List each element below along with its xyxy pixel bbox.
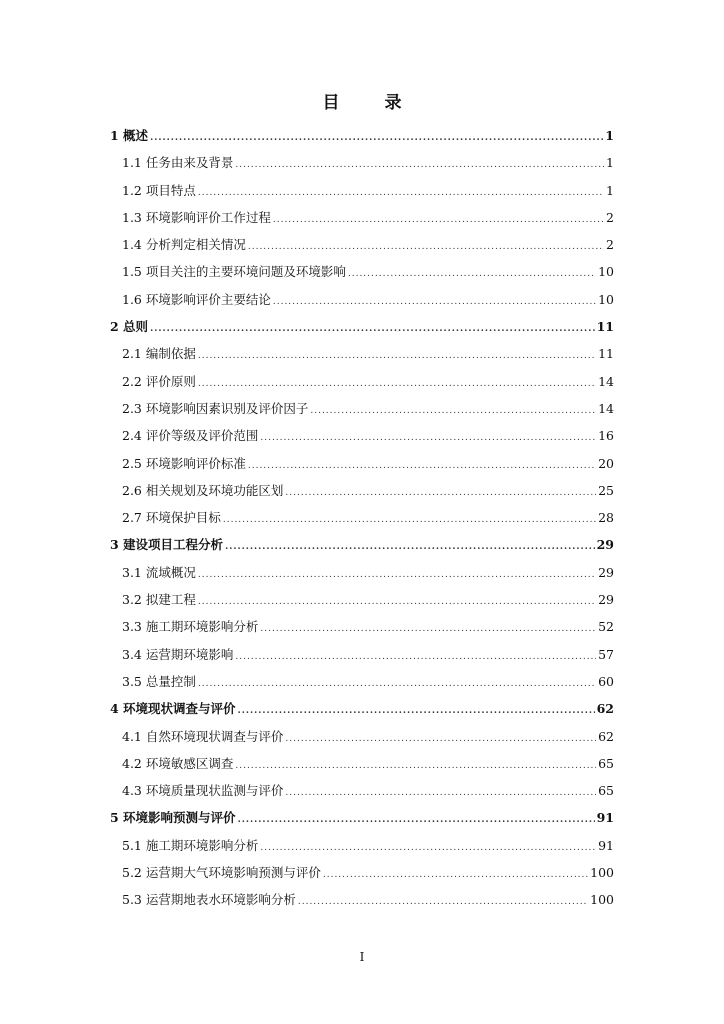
toc-section-entry[interactable] xyxy=(110,153,614,180)
toc-dot-leader xyxy=(198,679,596,689)
toc-entry-label: 3.4 运营期环境影响 xyxy=(122,646,234,662)
toc-entry-page: 2 xyxy=(606,209,614,225)
toc-entry-page: 62 xyxy=(596,701,614,717)
toc-entry-page: 10 xyxy=(598,291,614,307)
toc-dot-leader xyxy=(198,351,596,361)
toc-entry-page: 25 xyxy=(598,482,614,498)
toc-chapter-entry[interactable] xyxy=(110,808,614,835)
toc-section-entry[interactable] xyxy=(110,344,614,371)
toc-section-entry[interactable] xyxy=(110,454,614,481)
toc-entry-label: 3 建设项目工程分析 xyxy=(110,537,224,553)
toc-dot-leader xyxy=(150,133,603,143)
toc-entry-label: 1 概述 xyxy=(110,128,149,143)
toc-entry-label: 2.6 相关规划及环境功能区划 xyxy=(122,482,284,498)
toc-entry-page: 11 xyxy=(596,319,614,335)
toc-entry-page: 20 xyxy=(598,455,614,471)
toc-entry-page: 65 xyxy=(598,783,614,799)
toc-entry-label: 5.2 运营期大气环境影响预测与评价 xyxy=(122,865,321,881)
toc-section-entry[interactable] xyxy=(110,181,614,208)
toc-section-entry[interactable] xyxy=(110,208,614,235)
toc-entry-page: 1 xyxy=(606,155,614,171)
toc-entry-label: 4.2 环境敏感区调查 xyxy=(122,755,234,771)
toc-entry-page: 1 xyxy=(606,182,614,198)
toc-section-entry[interactable] xyxy=(110,399,614,426)
toc-dot-leader xyxy=(310,406,596,416)
toc-entry-label: 4 环境现状调查与评价 xyxy=(110,701,236,717)
toc-section-entry[interactable] xyxy=(110,235,614,262)
toc-entry-label: 1.3 环境影响评价工作过程 xyxy=(122,209,271,225)
toc-entry-page: 60 xyxy=(598,673,614,689)
toc-entry-label: 4.1 自然环境现状调查与评价 xyxy=(122,728,284,744)
toc-entry-label: 1.5 项目关注的主要环境问题及环境影响 xyxy=(122,264,346,280)
toc-entry-label: 3.2 拟建工程 xyxy=(122,592,196,608)
toc-entry-page: 52 xyxy=(598,619,614,635)
toc-chapter-entry[interactable] xyxy=(110,126,614,153)
table-of-contents xyxy=(110,126,614,918)
toc-dot-leader xyxy=(150,324,595,334)
toc-entry-label: 1.2 项目特点 xyxy=(122,182,196,198)
toc-dot-leader xyxy=(198,379,596,389)
toc-section-entry[interactable] xyxy=(110,508,614,535)
toc-dot-leader xyxy=(235,652,596,662)
toc-section-entry[interactable] xyxy=(110,672,614,699)
toc-section-entry[interactable] xyxy=(110,426,614,453)
toc-entry-label: 2.3 环境影响因素识别及评价因子 xyxy=(122,400,309,416)
toc-dot-leader xyxy=(248,242,604,252)
toc-dot-leader xyxy=(223,515,596,525)
toc-section-entry[interactable] xyxy=(110,727,614,754)
toc-entry-page: 29 xyxy=(598,564,614,580)
toc-entry-label: 3.5 总量控制 xyxy=(122,673,196,689)
toc-entry-label: 2.5 环境影响评价标准 xyxy=(122,455,246,471)
toc-entry-page: 29 xyxy=(596,537,614,553)
toc-dot-leader xyxy=(238,815,595,825)
toc-entry-label: 3.1 流域概况 xyxy=(122,564,196,580)
toc-entry-label: 4.3 环境质量现状监测与评价 xyxy=(122,783,284,799)
toc-entry-page: 14 xyxy=(598,373,614,389)
toc-chapter-entry[interactable] xyxy=(110,699,614,726)
toc-section-entry[interactable] xyxy=(110,481,614,508)
toc-entry-page: 29 xyxy=(598,592,614,608)
toc-entry-page: 11 xyxy=(598,346,614,362)
toc-dot-leader xyxy=(198,188,604,198)
toc-dot-leader xyxy=(225,542,595,552)
toc-dot-leader xyxy=(285,488,596,498)
toc-entry-label: 2 总则 xyxy=(110,319,149,335)
toc-title: 目 录 xyxy=(322,93,416,113)
toc-entry-label: 2.2 评价原则 xyxy=(122,373,196,389)
toc-entry-page: 2 xyxy=(606,237,614,253)
toc-entry-page: 100 xyxy=(590,892,614,908)
toc-entry-page: 100 xyxy=(590,865,614,881)
toc-dot-leader xyxy=(323,870,588,880)
toc-dot-leader xyxy=(348,269,596,279)
toc-entry-page: 57 xyxy=(598,646,614,662)
toc-entry-label: 3.3 施工期环境影响分析 xyxy=(122,619,259,635)
toc-chapter-entry[interactable] xyxy=(110,317,614,344)
toc-dot-leader xyxy=(260,624,596,634)
toc-entry-page: 16 xyxy=(598,428,614,444)
toc-section-entry[interactable] xyxy=(110,563,614,590)
toc-dot-leader xyxy=(260,843,596,853)
toc-dot-leader xyxy=(273,297,596,307)
toc-entry-label: 5.1 施工期环境影响分析 xyxy=(122,837,259,853)
toc-entry-page: 91 xyxy=(598,837,614,853)
toc-entry-label: 5 环境影响预测与评价 xyxy=(110,810,236,826)
toc-section-entry[interactable] xyxy=(110,863,614,890)
toc-entry-page: 65 xyxy=(598,755,614,771)
toc-entry-page: 91 xyxy=(596,810,614,826)
toc-entry-label: 2.4 评价等级及评价范围 xyxy=(122,428,259,444)
toc-section-entry[interactable] xyxy=(110,645,614,672)
toc-section-entry[interactable] xyxy=(110,836,614,863)
toc-section-entry[interactable] xyxy=(110,890,614,917)
toc-dot-leader xyxy=(235,160,604,170)
toc-entry-label: 2.1 编制依据 xyxy=(122,346,196,362)
toc-dot-leader xyxy=(285,734,596,744)
toc-entry-label: 5.3 运营期地表水环境影响分析 xyxy=(122,892,296,908)
toc-dot-leader xyxy=(248,461,596,471)
toc-entry-page: 14 xyxy=(598,400,614,416)
toc-dot-leader xyxy=(198,570,596,580)
toc-dot-leader xyxy=(235,761,596,771)
toc-entry-page: 10 xyxy=(598,264,614,280)
toc-section-entry[interactable] xyxy=(110,617,614,644)
toc-section-entry[interactable] xyxy=(110,290,614,317)
toc-section-entry[interactable] xyxy=(110,372,614,399)
toc-entry-label: 1.6 环境影响评价主要结论 xyxy=(122,291,271,307)
toc-dot-leader xyxy=(198,597,596,607)
toc-entry-page: 28 xyxy=(598,510,614,526)
toc-entry-label: 2.7 环境保护目标 xyxy=(122,510,221,526)
toc-section-entry[interactable] xyxy=(110,781,614,808)
toc-dot-leader xyxy=(285,788,596,798)
toc-entry-page: 62 xyxy=(598,728,614,744)
toc-entry-label: 1.4 分析判定相关情况 xyxy=(122,237,246,253)
toc-section-entry[interactable] xyxy=(110,754,614,781)
toc-dot-leader xyxy=(238,706,595,716)
toc-entry-label: 1.1 任务由来及背景 xyxy=(122,155,234,171)
toc-section-entry[interactable] xyxy=(110,590,614,617)
toc-section-entry[interactable] xyxy=(110,262,614,289)
page-number: I xyxy=(359,950,365,964)
toc-chapter-entry[interactable] xyxy=(110,535,614,562)
toc-dot-leader xyxy=(273,215,604,225)
toc-dot-leader xyxy=(260,433,596,443)
toc-dot-leader xyxy=(298,897,588,907)
toc-entry-page: 1 xyxy=(605,128,614,143)
